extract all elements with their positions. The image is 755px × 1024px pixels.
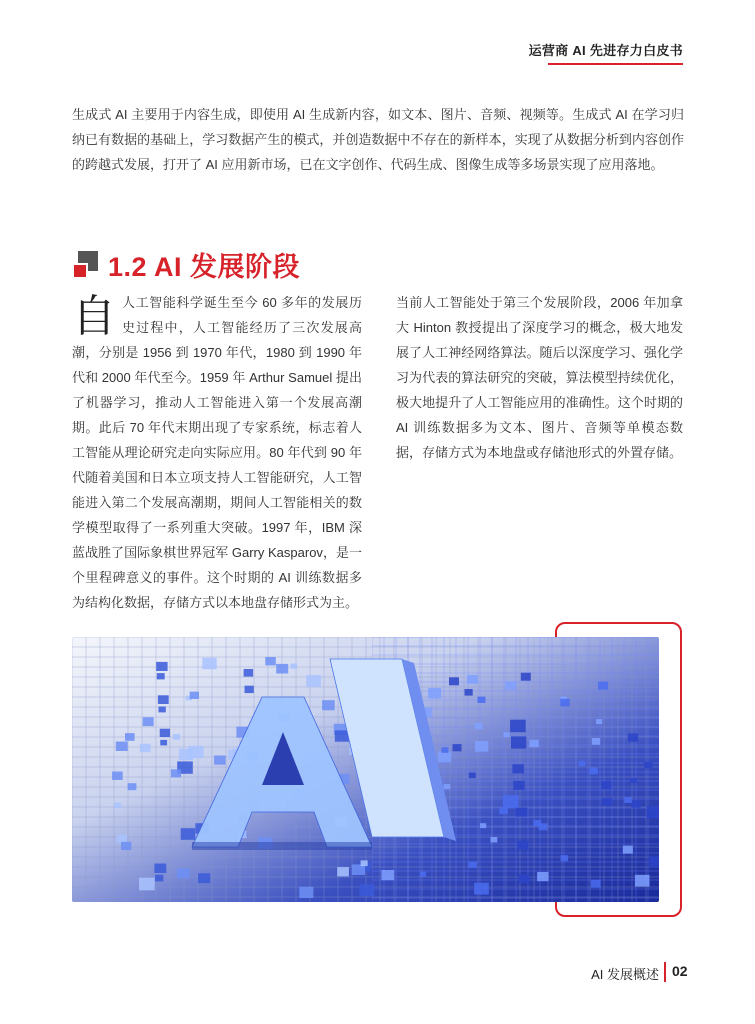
section-square-icon: [72, 251, 98, 277]
ai-illustration: [72, 637, 659, 902]
section-heading: [72, 244, 300, 284]
ai-pixel-image: [72, 637, 659, 902]
right-column: 当前人工智能处于第三个发展阶段，2006 年加拿大 Hinton 教授提出了深度学习的概念，极大地发展了人工神经网络算法。随后以深度学习、强化学习为代表的算法研究的突破，算法模型持续优化，极大地提升了人工智能应用的准确性。这个时期的 AI 训练数据多为文本、图片、音频等单模态数据，存储方式为本地盘或存储池形式的外置存储。: [396, 295, 683, 460]
header-rule: [548, 63, 683, 65]
left-column-text: 人工智能科学诞生至今 60 多年的发展历史过程中，人工智能经历了三次发展高潮，分别是 1956 到 1970 年代，1980 到 1990 年代和 2000 年代至今。1959 年 Arthur Samuel 提出了机器学习，推动人工智能进入第一个发展高潮期。此后 70 年代末期出现了专家系统，标志着人工智能从理论研究走向实际应用。80 年代到 90 年代随着美国和日本立项支持人工智能研究，人工智能进入第二个发展高潮期，期间人工智能相关的数学模型取得了一系列重大突破。1997 年，IBM 深蓝战胜了国际象棋世界冠军 Garry Kasparov，是一个里程碑意义的事件。这个时期的 AI 训练数据多为结构化数据，存储方式以本地盘存储形式为主。: [72, 295, 362, 610]
left-column: [72, 290, 362, 615]
footer-separator: [664, 962, 666, 982]
dropcap: 自: [72, 292, 116, 341]
page-number: 02: [672, 963, 688, 979]
section-title: 1.2 AI 发展阶段: [108, 251, 301, 282]
intro-paragraph: 生成式 AI 主要用于内容生成，即使用 AI 生成新内容，如文本、图片、音频、视频等。生成式 AI 在学习归纳已有数据的基础上，学习数据产生的模式，并创造数据中不存在的新样本，实现了从数据分析到内容创作的跨越式发展，打开了 AI 应用新市场，已在文字创作、代码生成、图像生成等多场景实现了应用落地。: [72, 107, 684, 172]
header-title: 运营商 AI 先进存力白皮书: [528, 43, 683, 58]
footer-label: AI 发展概述: [591, 967, 659, 982]
